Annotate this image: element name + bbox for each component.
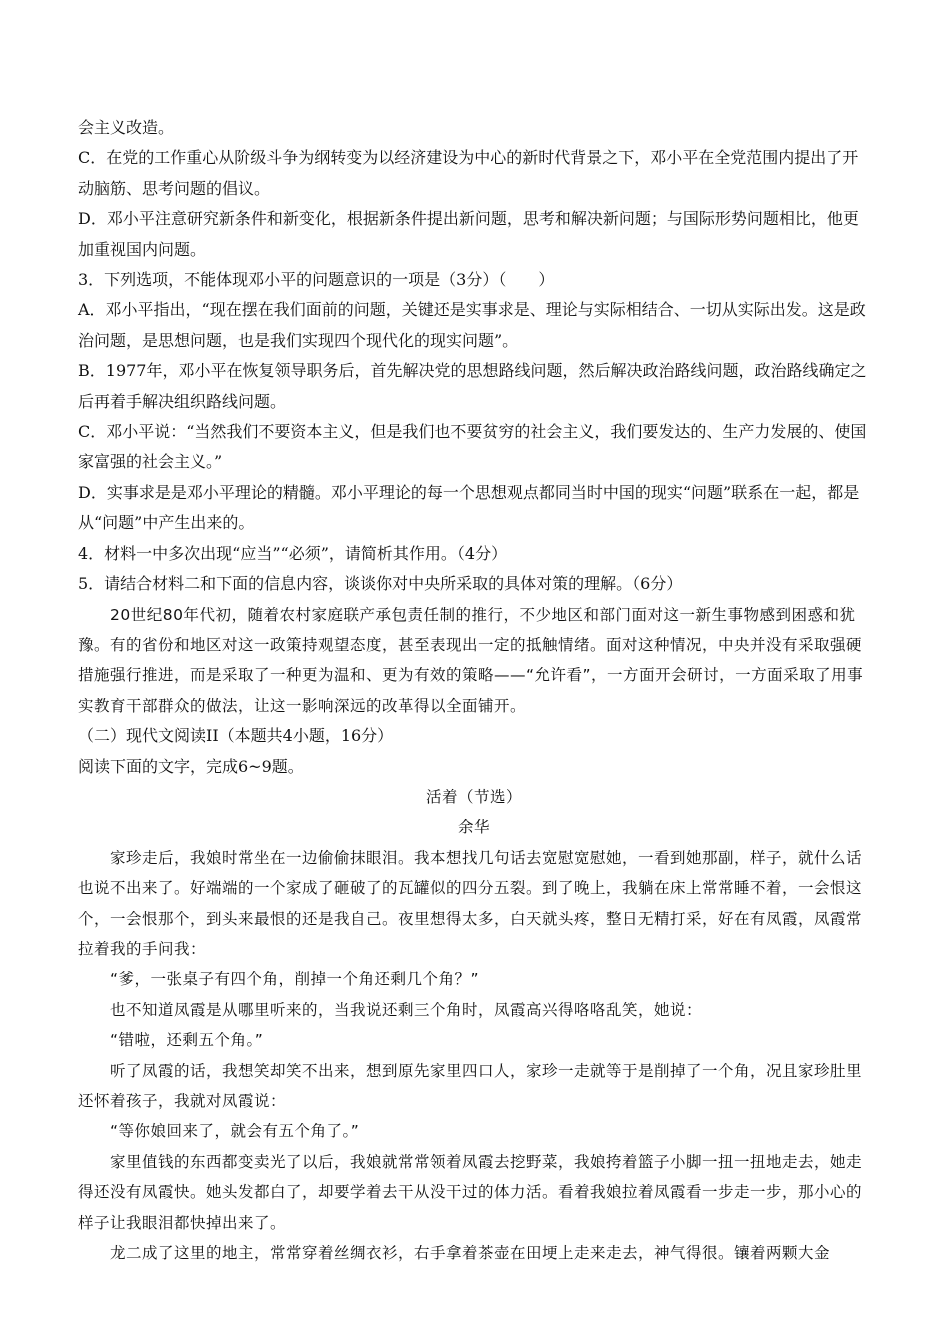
story-paragraph: 龙二成了这里的地主，常常穿着丝绸衣衫，右手拿着茶壶在田埂上走来走去，神气得很。镶着两颗大金 xyxy=(110,1244,831,1263)
story-paragraph: 家里值钱的东西都变卖光了以后，我娘就常常领着凤霞去挖野菜，我娘挎着篮子小脚一扭一扭地走去，她走得还没有凤霞快。她头发都白了，却要学着去干从没干过的体力活。看着我娘拉着凤霞看一步走一步，那小心的样子让我眼泪都快掉出来了。 xyxy=(78,1152,863,1232)
question-3-option-a: A．邓小平指出，“现在摆在我们面前的问题，关键还是实事求是、理论与实际相结合、一切从实际出发。这是政治问题，是思想问题，也是我们实现四个现代化的现实问题”。 xyxy=(78,300,866,350)
story-paragraph: 也不知道凤霞是从哪里听来的，当我说还剩三个角时，凤霞高兴得咯咯乱笑，她说： xyxy=(110,1000,703,1019)
option-line-cont: 会主义改造。 xyxy=(78,118,175,137)
option-c: C．在党的工作重心从阶级斗争为纲转变为以经济建设为中心的新时代背景之下，邓小平在全党范围内提出了开动脑筋、思考问题的倡议。 xyxy=(78,148,859,198)
section-2-instruction: 阅读下面的文字，完成6~9题。 xyxy=(78,756,304,776)
story-paragraph: “等你娘回来了，就会有五个角了。” xyxy=(110,1122,360,1141)
document-page xyxy=(78,113,870,1268)
story-paragraph: 听了凤霞的话，我想笑却笑不出来，想到原先家里四口人，家珍一走就等于是削掉了一个角，况且家珍肚里还怀着孩子，我就对凤霞说： xyxy=(78,1061,863,1110)
story-author: 余华 xyxy=(457,818,490,837)
section-2-heading: （二）现代文阅读II（本题共4小题，16分） xyxy=(78,726,394,746)
question-4: 4．材料一中多次出现“应当”“必须”，请简析其作用。（4分） xyxy=(78,543,508,563)
info-paragraph: 20世纪80年代初，随着农村家庭联产承包责任制的推行，不少地区和部门面对这一新生事物感到困惑和犹豫。有的省份和地区对这一政策持观望态度，甚至表现出一定的抵触情绪。面对这种情况，中央并没有采取强硬措施强行推进，而是采取了一种更为温和、更为有效的策略——“允许看”，一方面开会研讨，一方面采取了用事实教育干部群众的做法，让这一影响深远的改革得以全面铺开。 xyxy=(78,605,864,715)
story-paragraph: 家珍走后，我娘时常坐在一边偷偷抹眼泪。我本想找几句话去宽慰宽慰她，一看到她那副，样子，就什么话也说不出来了。好端端的一个家成了砸破了的瓦罐似的四分五裂。到了晚上，我躺在床上常常睡不着，一会恨这个，一会恨那个，到头来最恨的还是我自己。夜里想得太多，白天就头疼，整日无精打采，好在有凤霞，凤霞常拉着我的手问我： xyxy=(78,848,863,958)
story-title: 活着（节选） xyxy=(425,787,522,806)
question-5: 5．请结合材料二和下面的信息内容，谈谈你对中央所采取的具体对策的理解。（6分） xyxy=(78,574,683,594)
story-paragraph: “爹，一张桌子有四个角，削掉一个角还剩几个角？” xyxy=(110,970,480,989)
story-paragraph: “错啦，还剩五个角。” xyxy=(110,1031,264,1050)
question-3-stem: 3．下列选项，不能体现邓小平的问题意识的一项是（3分）（ ） xyxy=(78,270,555,290)
question-3-option-b: B．1977年，邓小平在恢复领导职务后，首先解决党的思想路线问题，然后解决政治路线问题，政治路线确定之后再着手解决组织路线问题。 xyxy=(78,361,867,411)
option-d: D．邓小平注意研究新条件和新变化，根据新条件提出新问题，思考和解决新问题；与国际形势问题相比，他更加重视国内问题。 xyxy=(78,209,859,259)
question-3-option-d: D．实事求是是邓小平理论的精髓。邓小平理论的每一个思想观点都同当时中国的现实“问题”联系在一起，都是从“问题”中产生出来的。 xyxy=(78,482,860,533)
question-3-option-c: C．邓小平说：“当然我们不要资本主义，但是我们也不要贫穷的社会主义，我们要发达的、生产力发展的、使国家富强的社会主义。” xyxy=(78,422,867,472)
